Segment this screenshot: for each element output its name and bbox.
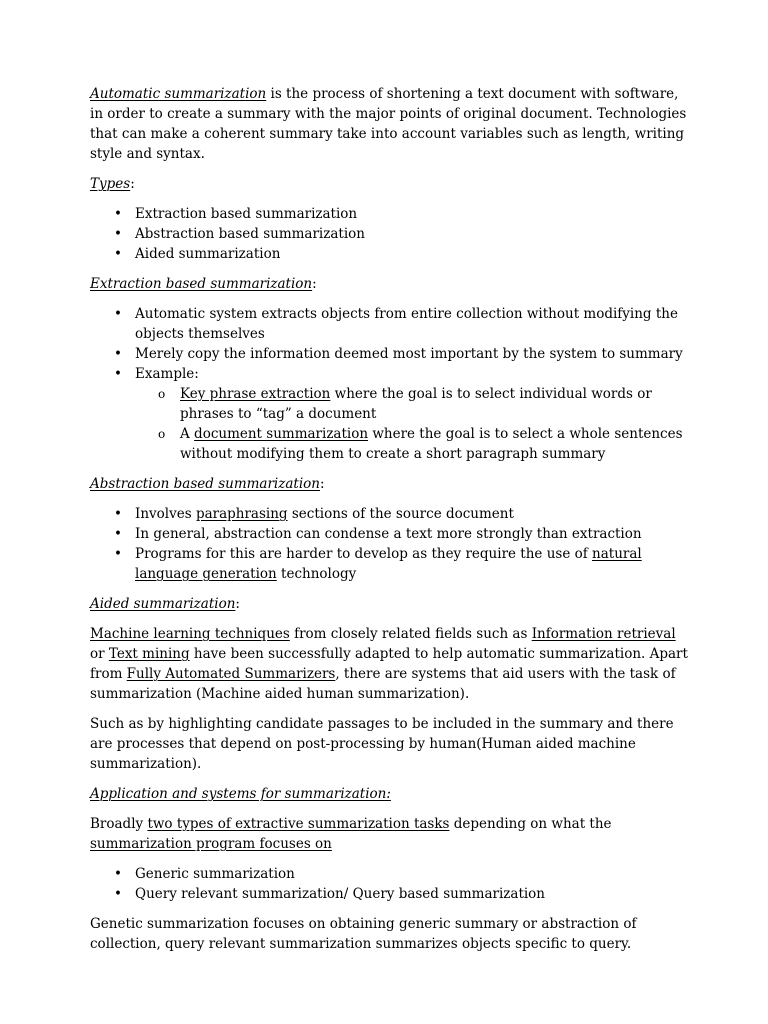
link-two-types-extractive-tasks[interactable]: two types of extractive summarization tasks: [147, 816, 450, 832]
aided-paragraph-2: Such as by highlighting candidate passages to be included in the summary and there are processes that depend on post-processing by human(Human aided machine summarization).: [90, 716, 674, 772]
list-item: • Automatic system extracts objects from entire collection without modifying the objects themselves: [90, 304, 690, 344]
intro-paragraph: [90, 84, 690, 164]
abstraction-list: [90, 504, 690, 584]
sub-item-text: A: [180, 426, 195, 442]
paragraph-text: , there are systems that aid users with the task of summarization (Machine aided human summarization).: [90, 666, 676, 702]
closing-paragraph: Genetic summarization focuses on obtaining generic summary or abstraction of collection, query relevant summarization summarizes objects specific to query.: [90, 916, 637, 952]
list-item: • In general, abstraction can condense a text more strongly than extraction: [90, 524, 690, 544]
heading-colon: :: [319, 476, 325, 492]
link-text-mining[interactable]: Text mining: [108, 646, 190, 662]
link-paraphrasing[interactable]: paraphrasing: [195, 506, 288, 522]
abstraction-heading: Abstraction based summarization: [90, 476, 320, 492]
applications-paragraph: [90, 814, 690, 854]
link-summarization-program-focuses[interactable]: summarization program focuses on: [90, 836, 332, 852]
aided-heading-line: [90, 594, 690, 614]
sub-list-item: [135, 424, 690, 464]
heading-colon: :: [235, 596, 240, 612]
item-text: sections of the source document: [287, 506, 514, 522]
list-item: [90, 544, 690, 584]
heading-colon: :: [312, 276, 317, 292]
list-item: [90, 504, 690, 524]
example-label: Example:: [135, 366, 199, 382]
intro-text: is the process of shortening a text document with software, in order to create a summary with the major points of original document. Technologies that can make a coherent summary take into account variables such as length, writing style and syntax.: [90, 86, 687, 162]
abstraction-heading-line: [90, 474, 690, 494]
document-body: [90, 84, 690, 954]
paragraph-text: from closely related fields such as: [289, 626, 532, 642]
paragraph-text: or: [90, 646, 109, 662]
aided-heading: Aided summarization: [90, 596, 236, 612]
example-sublist: [135, 384, 690, 464]
item-text: Programs for this are harder to develop as they require the use of: [135, 546, 593, 562]
applications-heading: Application and systems for summarization:: [90, 786, 391, 802]
extraction-list: [90, 304, 690, 464]
item-text: technology: [276, 566, 357, 582]
extraction-heading: Extraction based summarization: [90, 276, 313, 292]
list-item: • Aided summarization: [90, 244, 690, 264]
list-item: • Merely copy the information deemed most important by the system to summary: [90, 344, 690, 364]
link-document-summarization[interactable]: document summarization: [194, 426, 369, 442]
list-item: • Abstraction based summarization: [90, 224, 690, 244]
aided-paragraph-1: [90, 624, 690, 704]
list-item: • Extraction based summarization: [90, 204, 690, 224]
types-heading-line: [90, 174, 690, 194]
types-list: [90, 204, 690, 264]
extraction-heading-line: [90, 274, 690, 294]
sub-item-text: where the goal is to select individual words or phrases to “tag” a document: [180, 386, 652, 422]
heading-colon: :: [130, 176, 135, 192]
link-machine-learning-techniques[interactable]: Machine learning techniques: [90, 626, 290, 642]
types-heading: Types: [90, 176, 131, 192]
list-item: • Generic summarization: [90, 864, 690, 884]
term-automatic-summarization: Automatic summarization: [90, 86, 267, 102]
sub-item-text: where the goal is to select a whole sentences without modifying them to create a short paragraph summary: [180, 426, 683, 462]
paragraph-text: depending on what the: [449, 816, 612, 832]
link-information-retrieval[interactable]: Information retrieval: [531, 626, 676, 642]
item-text: Involves: [135, 506, 196, 522]
paragraph-text: have been successfully adapted to help automatic summarization. Apart from: [90, 646, 688, 682]
link-key-phrase-extraction[interactable]: Key phrase extraction: [180, 386, 331, 402]
sub-list-item: [135, 384, 690, 424]
list-item: • Query relevant summarization/ Query based summarization: [90, 884, 690, 904]
link-fully-automated-summarizers[interactable]: Fully Automated Summarizers: [126, 666, 336, 682]
link-natural-language-generation[interactable]: natural language generation: [135, 546, 642, 582]
paragraph-text: Broadly: [90, 816, 148, 832]
list-item: [90, 364, 690, 464]
applications-list: [90, 864, 690, 904]
